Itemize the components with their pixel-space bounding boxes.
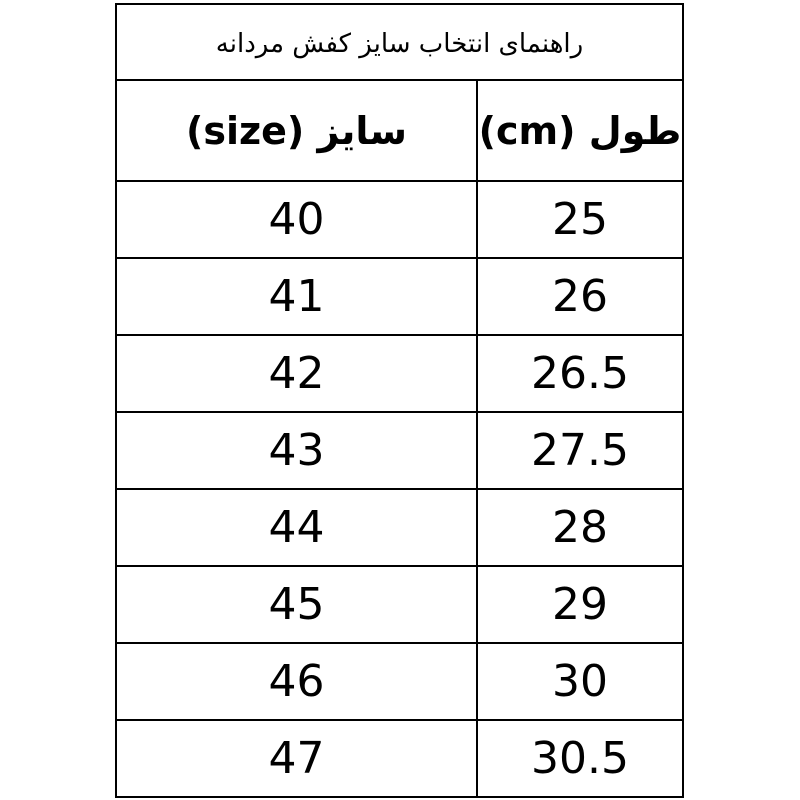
length-value: 26 [552, 271, 608, 322]
size-cell [117, 182, 478, 257]
size-cell [117, 413, 478, 488]
table-row [117, 721, 682, 796]
length-value: 27.5 [531, 425, 629, 476]
length-cell [478, 644, 682, 719]
table-row [117, 259, 682, 336]
header-cell-length [478, 81, 682, 180]
size-cell [117, 644, 478, 719]
size-cell [117, 259, 478, 334]
size-value: 42 [268, 348, 325, 399]
length-value: 25 [552, 194, 608, 245]
table-row [117, 644, 682, 721]
table-title-row [117, 5, 682, 81]
length-value: 30.5 [531, 733, 629, 784]
table-row [117, 413, 682, 490]
shoe-size-table [115, 3, 684, 798]
length-value: 28 [552, 502, 608, 553]
size-cell [117, 490, 478, 565]
length-cell [478, 567, 682, 642]
size-value: 46 [268, 656, 325, 707]
length-cell [478, 182, 682, 257]
length-value: 26.5 [531, 348, 629, 399]
length-cell [478, 490, 682, 565]
size-cell [117, 567, 478, 642]
size-value: 43 [268, 425, 325, 476]
length-value: 29 [552, 579, 608, 630]
table-row [117, 567, 682, 644]
table-row [117, 336, 682, 413]
size-value: 47 [268, 733, 325, 784]
length-cell [478, 721, 682, 796]
size-value: 40 [268, 194, 325, 245]
table-header-row [117, 81, 682, 182]
length-cell [478, 336, 682, 411]
table-row [117, 182, 682, 259]
size-value: 44 [268, 502, 325, 553]
header-size-label: سایز (size) [185, 108, 408, 153]
length-cell [478, 413, 682, 488]
table-row [117, 490, 682, 567]
header-length-label: طول (cm) [478, 108, 682, 153]
size-value: 41 [268, 271, 325, 322]
size-cell [117, 721, 478, 796]
length-value: 30 [552, 656, 608, 707]
table-title: راهنمای انتخاب سایز کفش مردانه [215, 29, 584, 59]
size-value: 45 [268, 579, 325, 630]
header-cell-size [117, 81, 478, 180]
length-cell [478, 259, 682, 334]
size-cell [117, 336, 478, 411]
